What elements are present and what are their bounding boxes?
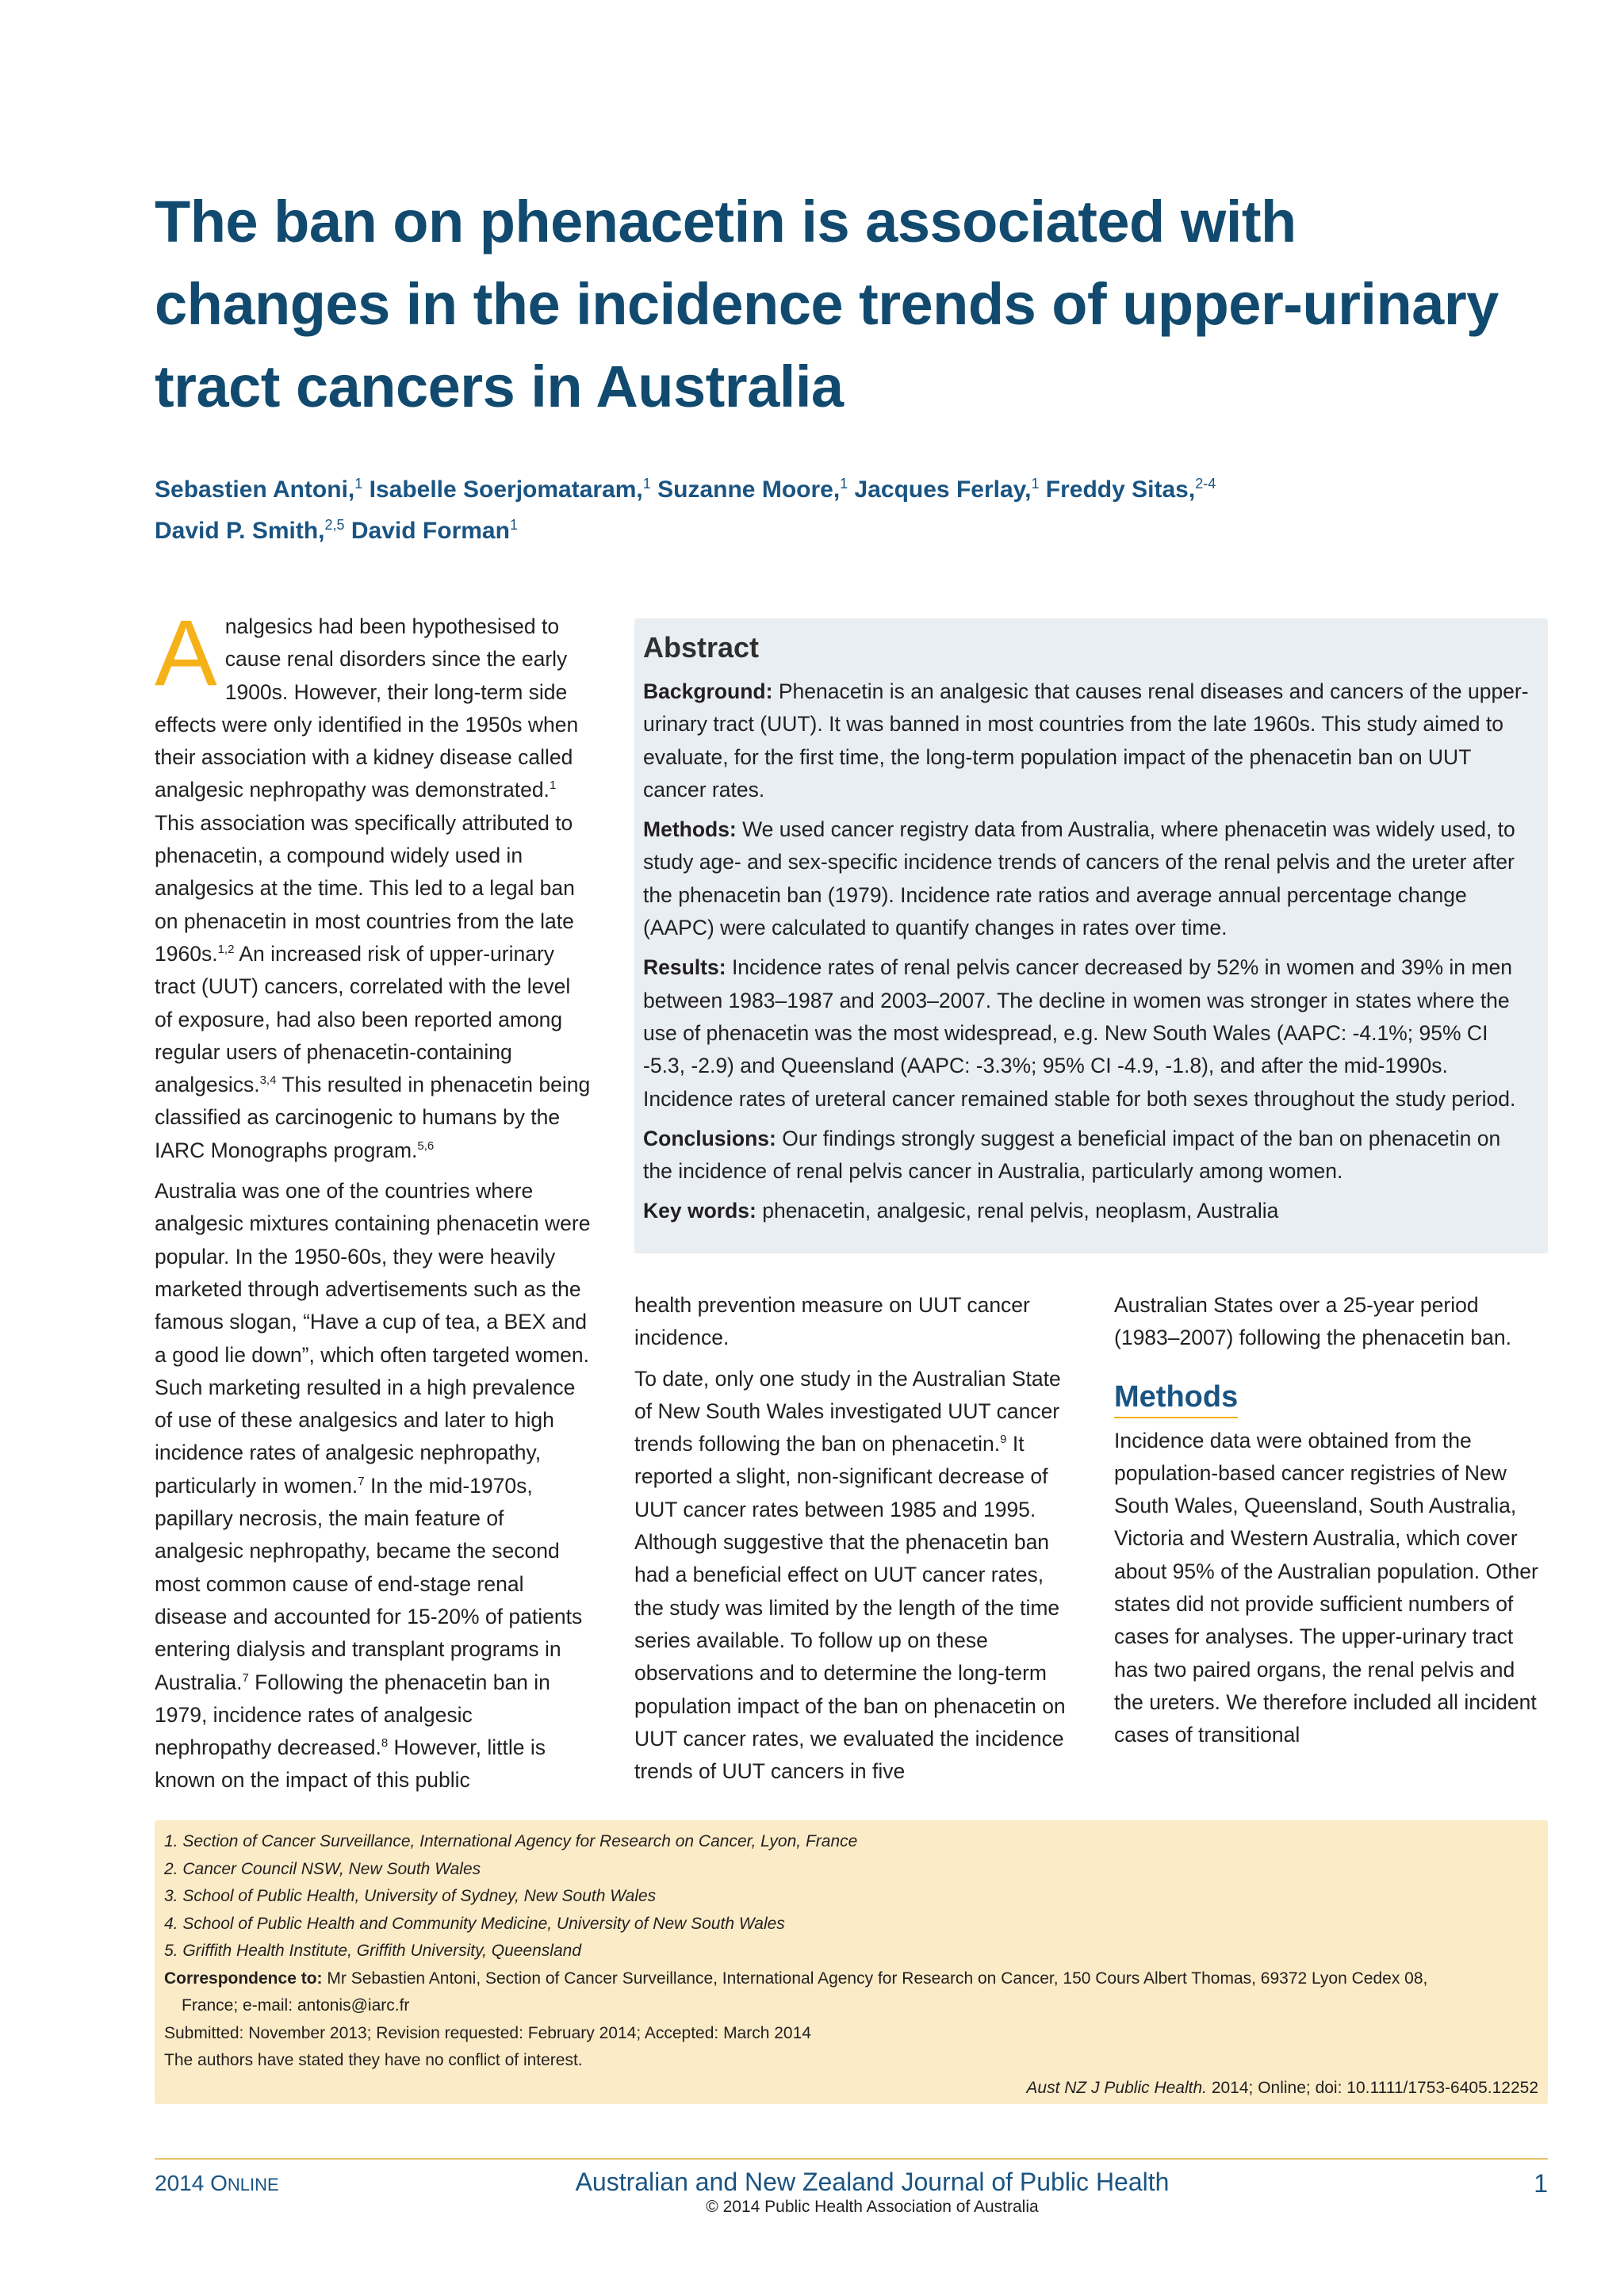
author-name: Jacques Ferlay, [854, 476, 1032, 503]
submission-dates: Submitted: November 2013; Revision requested: February 2014; Accepted: March 2014 [164, 2023, 811, 2042]
author-affiliation-ref: 1 [354, 476, 363, 492]
footnotes-box [155, 1820, 1548, 2104]
citation-ref: 1,2 [217, 943, 235, 957]
intro-paragraph-2: Australia was one of the countries where analgesic mixtures containing phenacetin were popular. In the 1950-60s, they were heavily marketed through advertisements such as the famous slogan, “Have a cup of tea, a BEX and a good lie down”, which often targeted women. Such marketing resulted in a high prevalence of use of these analgesics and later to high incidence rates of analgesic nephropathy, particularly in women.$^7$ In the mid-1970s, papillary necrosis, the main feature of analgesic nephropathy, became the second most common cause of end-stage renal disease and accounted for 15-20% of patients entering dialysis and transplant programs in Australia.$^7$ Following the phenacetin ban in 1979, incidence rates of analgesic nephropathy decreased.$^8$ However, little is known on the impact of this public [155, 1179, 591, 1793]
drop-cap: A [155, 601, 217, 706]
author-affiliation-ref: 1 [840, 476, 848, 492]
footer-issue: 2014 ONLINE [155, 2171, 279, 2195]
citation-ref: 7 [358, 1474, 365, 1488]
author-affiliation-ref: 1 [642, 476, 651, 492]
page-number: 1 [1534, 2169, 1548, 2198]
correspondence-continued: France; e-mail: antonis@iarc.fr [182, 1996, 410, 2015]
intro-paragraph-2-continued: However, little is known on the impact of this public [155, 1735, 546, 1793]
author-affiliation-ref: 1 [509, 517, 518, 533]
author-name: Sebastien Antoni, [155, 476, 355, 503]
footer-journal-title: Australian and New Zealand Journal of Public Health [575, 2168, 1170, 2196]
author-list [155, 466, 1519, 549]
intro-paragraph-3-end: Australian States over a 25-year period (1983–2007) following the phenacetin ban. [1114, 1293, 1511, 1350]
abstract-conclusions: Conclusions: Our findings strongly suggest a beneficial impact of the ban on phenacetin on the incidence of renal pelvis cancer in Australia, particularly among women. [643, 1126, 1501, 1184]
author-name: David P. Smith, [155, 518, 325, 544]
abstract-results: Results: Incidence rates of renal pelvis cancer decreased by 52% in women and 39% in men between 1983–1987 and 2003–2007. The decline in women was stronger in states where the use of phenacetin was the most widespread, e.g. New South Wales (AAPC: -4.1%; 95% CI -5.3, -2.9) and Queensland (AAPC: -3.3%; 95% CI -4.9, -1.8), and after the mid-1990s. Incidence rates of ureteral cancer remained stable for both sexes throughout the study period. [643, 955, 1516, 1111]
author-name: Suzanne Moore, [657, 476, 841, 503]
affiliation-item: 4. School of Public Health and Community Medicine, University of New South Wales [164, 1914, 785, 1933]
abstract-methods: Methods: We used cancer registry data from Australia, where phenacetin was widely used, to study age- and sex-specific incidence trends of cancers of the renal pelvis and the ureter after the phenacetin ban (1979). Incidence rate ratios and average annual percentage change (AAPC) were calculated to quantify changes in rates over time. [643, 817, 1515, 940]
author-name: Isabelle Soerjomataram, [369, 476, 643, 503]
abstract-background: Background: Phenacetin is an analgesic that causes renal diseases and cancers of the upper-urinary tract (UUT). It was banned in most countries from the late 1960s. This study aimed to evaluate, for the first time, the long-term population impact of the phenacetin ban on UUT cancer rates. [643, 679, 1529, 802]
footer-divider [155, 2158, 1548, 2160]
citation-ref: 8 [381, 1736, 389, 1751]
methods-heading: Methods [1114, 1377, 1238, 1418]
intro-paragraph-2-end: health prevention measure on UUT cancer incidence. [634, 1293, 1030, 1350]
footer-copyright: © 2014 Public Health Association of Australia [706, 2198, 1039, 2216]
intro-paragraph-1: Analgesics had been hypothesised to cause renal disorders since the early 1900s. However, their long-term side effects were only identified in the 1950s when their association with a kidney disease called analgesic nephropathy was demonstrated.$^1$ This association was specifically attributed to phenacetin, a compound widely used in analgesics at the time. This led to a legal ban on phenacetin in most countries from the late 1960s.$^{1,2}$ An increased risk of upper-urinary tract (UUT) cancers, correlated with the level of exposure, had also been reported among regular users of phenacetin-containing analgesics.$^{3,4}$ This resulted in phenacetin being classified as carcinogenic to humans by the IARC Monographs program.$^{5,6}$ [155, 601, 591, 1162]
author-affiliation-ref: 1 [1031, 476, 1040, 492]
author-affiliation-ref: 2-4 [1195, 476, 1216, 492]
citation-ref: 9 [1000, 1433, 1007, 1447]
citation-ref: 1 [549, 779, 557, 793]
affiliation-item: 5. Griffith Health Institute, Griffith University, Queensland [164, 1942, 581, 1960]
citation-ref: 3,4 [259, 1073, 277, 1088]
affiliation-item: 2. Cancer Council NSW, New South Wales [164, 1859, 481, 1878]
text-column-2 [634, 1289, 1078, 1796]
correspondence: Correspondence to: Mr Sebastien Antoni, Section of Cancer Surveillance, International Agency for Research on Cancer, 150 Cours Albert Thomas, 69372 Lyon Cedex 08, [164, 1969, 1428, 1988]
text-column-3 [1114, 1289, 1546, 1760]
citation-ref: 7 [242, 1670, 249, 1685]
intro-column [155, 601, 591, 1805]
methods-paragraph: Incidence data were obtained from the population-based cancer registries of New South Wales, Queensland, South Australia, Victoria and Western Australia, which cover about 95% of the Australian population. Other states did not provide sufficient numbers of cases for analyses. The upper-urinary tract has two paired organs, the renal pelvis and the ureters. We therefore included all incident cases of transitional [1114, 1428, 1538, 1747]
abstract-keywords: Key words: phenacetin, analgesic, renal pelvis, neoplasm, Australia [643, 1199, 1279, 1223]
affiliation-item: 1. Section of Cancer Surveillance, International Agency for Research on Cancer, Lyon, France [164, 1832, 858, 1850]
affiliation-item: 3. School of Public Health, University of Sydney, New South Wales [164, 1887, 657, 1905]
article-title: The ban on phenacetin is associated with changes in the incidence trends of upper-urinary tract cancers in Australia [155, 189, 1499, 419]
citation-line: Aust NZ J Public Health. 2014; Online; doi: 10.1111/1753-6405.12252 [1026, 2078, 1538, 2097]
footer-online-label: ONLINE [210, 2171, 279, 2195]
citation-ref: 5,6 [417, 1138, 435, 1153]
author-name: David Forman [350, 518, 510, 544]
abstract-heading: Abstract [643, 631, 760, 664]
author-affiliation-ref: 2,5 [324, 517, 345, 533]
author-name: Freddy Sitas, [1045, 476, 1196, 503]
intro-paragraph-3: To date, only one study in the Australian State of New South Wales investigated UUT cancer trends following the ban on phenacetin.$^9$ It reported a slight, non-significant decrease of UUT cancer rates between 1985 and 1995. Although suggestive that the phenacetin ban had a beneficial effect on UUT cancer rates, the study was limited by the length of the time series available. To follow up on these observations and to determine the long-term population impact of the ban on phenacetin on UUT cancer rates, we evaluated the incidence trends of UUT cancers in five [634, 1366, 1066, 1784]
conflict-statement: The authors have stated they have no conflict of interest. [164, 2051, 583, 2069]
abstract-box [634, 618, 1548, 1253]
